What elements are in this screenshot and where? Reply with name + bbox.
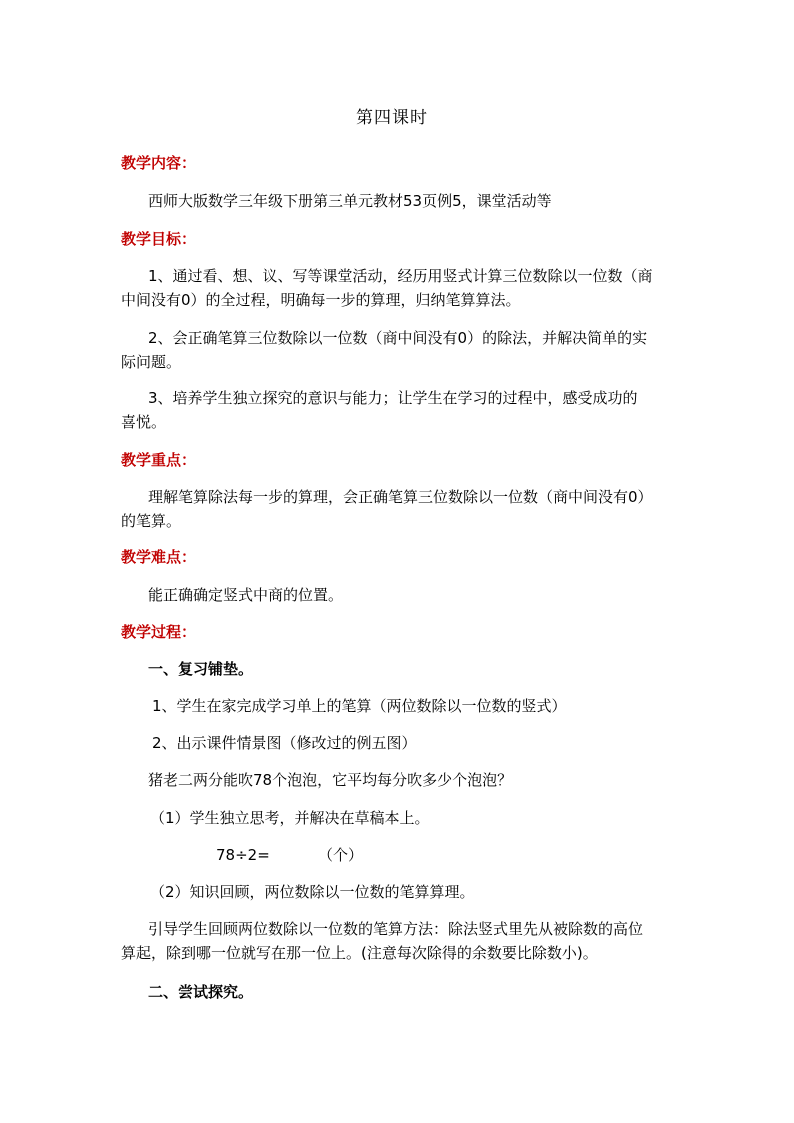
guide-line-2: 算起，除到哪一位就写在那一位上。(注意每次除得的余数要比除数小)。 — [121, 944, 598, 962]
part-2-title: 二、尝试探究。 — [148, 983, 254, 1001]
goal-3-line-2: 喜悦。 — [121, 413, 167, 431]
goal-1-line-1: 1、通过看、想、议、写等课堂活动，经历用竖式计算三位数除以一位数（商 — [148, 267, 653, 285]
step-2-text: （2）知识回顾，两位数除以一位数的笔算算理。 — [150, 883, 475, 901]
goal-3-line-1: 3、培养学生独立探究的意识与能力；让学生在学习的过程中，感受成功的 — [148, 389, 638, 407]
key-points-line-2: 的笔算。 — [121, 512, 182, 530]
step-1-text: （1）学生独立思考，并解决在草稿本上。 — [150, 809, 430, 827]
process-item-1: 1、学生在家完成学习单上的笔算（两位数除以一位数的竖式） — [152, 697, 567, 715]
content-heading: 教学内容： — [121, 154, 197, 172]
difficulties-text: 能正确确定竖式中商的位置。 — [148, 586, 344, 604]
part-1-title: 一、复习铺垫。 — [148, 660, 254, 678]
difficulties-heading: 教学难点： — [121, 548, 197, 566]
goal-2-line-2: 际问题。 — [121, 353, 182, 371]
division-equation: 78÷2= — [216, 846, 270, 864]
goal-1-line-2: 中间没有0）的全过程，明确每一步的算理，归纳笔算算法。 — [121, 291, 521, 309]
page-title: 第四课时 — [356, 108, 428, 128]
equation-unit: （个） — [318, 846, 364, 864]
guide-line-1: 引导学生回顾两位数除以一位数的笔算方法：除法竖式里先从被除数的高位 — [148, 920, 644, 938]
content-text: 西师大版数学三年级下册第三单元教材53页例5，课堂活动等 — [148, 192, 552, 210]
key-points-line-1: 理解笔算除法每一步的算理，会正确笔算三位数除以一位数（商中间没有0） — [148, 488, 653, 506]
goals-heading: 教学目标： — [121, 230, 197, 248]
key-points-heading: 教学重点： — [121, 451, 197, 469]
process-item-2: 2、出示课件情景图（修改过的例五图） — [152, 734, 417, 752]
goal-2-line-1: 2、会正确笔算三位数除以一位数（商中间没有0）的除法，并解决简单的实 — [148, 329, 648, 347]
question-text: 猪老二两分能吹78个泡泡，它平均每分吹多少个泡泡？ — [148, 771, 513, 789]
process-heading: 教学过程： — [121, 623, 197, 641]
